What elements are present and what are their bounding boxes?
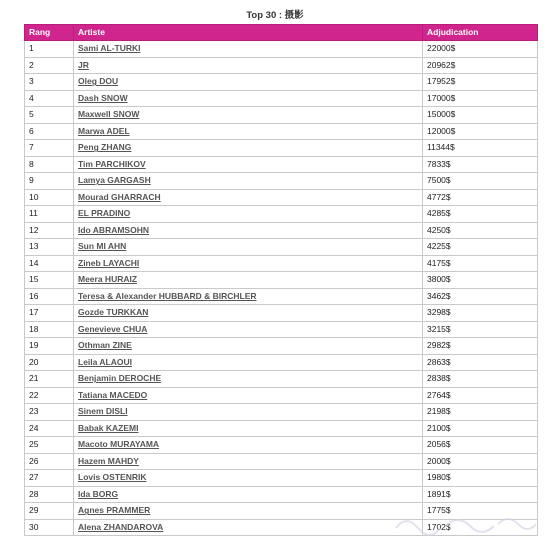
- table-row: [25, 239, 538, 256]
- artist-cell: [74, 321, 423, 338]
- price-cell: 1891$: [423, 486, 538, 503]
- artist-cell: [74, 255, 423, 272]
- artist-cell: [74, 470, 423, 487]
- artist-cell: [74, 486, 423, 503]
- table-row: [25, 57, 538, 74]
- artist-link[interactable]: Othman ZINE: [78, 340, 132, 351]
- artist-link[interactable]: Dash SNOW: [78, 92, 128, 103]
- rank-cell: 29: [25, 503, 74, 520]
- table-row: [25, 156, 538, 173]
- price-cell: 1702$: [423, 519, 538, 536]
- table-row: [25, 90, 538, 107]
- artist-cell: [74, 123, 423, 140]
- artist-link[interactable]: Lovis OSTENRIK: [78, 472, 147, 483]
- table-row: [25, 470, 538, 487]
- artist-link[interactable]: Oleg DOU: [78, 76, 119, 87]
- artist-link[interactable]: Sun MI AHN: [78, 241, 127, 252]
- price-cell: 2982$: [423, 338, 538, 355]
- artist-cell: [74, 239, 423, 256]
- rank-cell: 26: [25, 453, 74, 470]
- artist-link[interactable]: Benjamin DEROCHE: [78, 373, 162, 384]
- artist-cell: [74, 305, 423, 322]
- price-cell: 12000$: [423, 123, 538, 140]
- table-row: [25, 189, 538, 206]
- artist-link[interactable]: Marwa ADEL: [78, 125, 130, 136]
- rank-cell: 7: [25, 140, 74, 157]
- rank-cell: 19: [25, 338, 74, 355]
- artist-cell: [74, 338, 423, 355]
- table-row: [25, 519, 538, 536]
- rank-cell: 2: [25, 57, 74, 74]
- table-row: [25, 305, 538, 322]
- price-cell: 2198$: [423, 404, 538, 421]
- rank-cell: 21: [25, 371, 74, 388]
- table-row: [25, 173, 538, 190]
- price-cell: 3462$: [423, 288, 538, 305]
- table-row: [25, 123, 538, 140]
- header-artist: Artiste: [74, 25, 423, 41]
- rank-cell: 15: [25, 272, 74, 289]
- artist-link[interactable]: Babak KAZEMI: [78, 422, 139, 433]
- table-row: [25, 387, 538, 404]
- table-row: [25, 206, 538, 223]
- rank-cell: 20: [25, 354, 74, 371]
- artist-link[interactable]: Ida BORG: [78, 488, 119, 499]
- table-row: [25, 354, 538, 371]
- price-cell: 4772$: [423, 189, 538, 206]
- rank-cell: 16: [25, 288, 74, 305]
- artist-cell: [74, 90, 423, 107]
- rank-cell: 10: [25, 189, 74, 206]
- price-cell: 15000$: [423, 107, 538, 124]
- price-cell: 3215$: [423, 321, 538, 338]
- price-cell: 2056$: [423, 437, 538, 454]
- price-cell: 20962$: [423, 57, 538, 74]
- artist-cell: [74, 420, 423, 437]
- artist-link[interactable]: Zineb LAYACHI: [78, 257, 140, 268]
- price-cell: 4250$: [423, 222, 538, 239]
- rank-cell: 14: [25, 255, 74, 272]
- price-cell: 11344$: [423, 140, 538, 157]
- price-cell: 4285$: [423, 206, 538, 223]
- artist-link[interactable]: Maxwell SNOW: [78, 109, 140, 120]
- artist-link[interactable]: Gozde TURKKAN: [78, 307, 149, 318]
- table-header: [25, 25, 538, 41]
- header-row: [25, 25, 538, 41]
- table-row: [25, 255, 538, 272]
- artist-link[interactable]: Meera HURAIZ: [78, 274, 138, 285]
- artist-cell: [74, 354, 423, 371]
- price-cell: 7500$: [423, 173, 538, 190]
- artist-cell: [74, 173, 423, 190]
- artist-link[interactable]: Hazem MAHDY: [78, 455, 139, 466]
- artist-link[interactable]: Macoto MURAYAMA: [78, 439, 160, 450]
- artist-link[interactable]: Mourad GHARRACH: [78, 191, 161, 202]
- artist-link[interactable]: Tatiana MACEDO: [78, 389, 148, 400]
- table-row: [25, 107, 538, 124]
- table-row: [25, 272, 538, 289]
- artist-cell: [74, 404, 423, 421]
- artist-link[interactable]: JR: [78, 59, 89, 70]
- rank-cell: 3: [25, 74, 74, 91]
- rank-cell: 6: [25, 123, 74, 140]
- artist-cell: [74, 156, 423, 173]
- artist-cell: [74, 288, 423, 305]
- page-title: Top 30 : 摄影: [246, 10, 304, 21]
- artist-cell: [74, 371, 423, 388]
- table-row: [25, 486, 538, 503]
- rank-cell: 12: [25, 222, 74, 239]
- rank-cell: 8: [25, 156, 74, 173]
- artist-cell: [74, 107, 423, 124]
- table-row: [25, 503, 538, 520]
- table-row: [25, 140, 538, 157]
- artist-link[interactable]: Genevieve CHUA: [78, 323, 148, 334]
- rank-cell: 25: [25, 437, 74, 454]
- table-row: [25, 371, 538, 388]
- rank-cell: 4: [25, 90, 74, 107]
- rank-cell: 17: [25, 305, 74, 322]
- table-body: [25, 41, 538, 536]
- results-table: [24, 24, 538, 536]
- rank-cell: 27: [25, 470, 74, 487]
- artist-cell: [74, 140, 423, 157]
- price-cell: 3298$: [423, 305, 538, 322]
- artist-cell: [74, 57, 423, 74]
- artist-cell: [74, 272, 423, 289]
- artist-cell: [74, 189, 423, 206]
- rank-cell: 9: [25, 173, 74, 190]
- rank-cell: 24: [25, 420, 74, 437]
- artist-link[interactable]: Ido ABRAMSOHN: [78, 224, 149, 235]
- table-row: [25, 437, 538, 454]
- price-cell: 17000$: [423, 90, 538, 107]
- price-cell: 2100$: [423, 420, 538, 437]
- rank-cell: 18: [25, 321, 74, 338]
- rank-cell: 23: [25, 404, 74, 421]
- table-row: [25, 420, 538, 437]
- table-row: [25, 41, 538, 58]
- table-row: [25, 453, 538, 470]
- price-cell: 4225$: [423, 239, 538, 256]
- price-cell: 22000$: [423, 41, 538, 58]
- artist-link[interactable]: Leila ALAOUI: [78, 356, 132, 367]
- price-cell: 17952$: [423, 74, 538, 91]
- price-cell: 1775$: [423, 503, 538, 520]
- artist-link[interactable]: Sami AL-TURKI: [78, 43, 141, 54]
- rank-cell: 5: [25, 107, 74, 124]
- rank-cell: 22: [25, 387, 74, 404]
- artist-link[interactable]: Sinem DISLI: [78, 406, 128, 417]
- rank-cell: 11: [25, 206, 74, 223]
- artist-cell: [74, 41, 423, 58]
- artist-cell: [74, 222, 423, 239]
- price-cell: 2863$: [423, 354, 538, 371]
- table-row: [25, 222, 538, 239]
- artist-cell: [74, 453, 423, 470]
- artist-link[interactable]: EL PRADINO: [78, 208, 131, 219]
- artist-link[interactable]: Peng ZHANG: [78, 142, 132, 153]
- artist-cell: [74, 519, 423, 536]
- price-cell: 4175$: [423, 255, 538, 272]
- price-cell: 2000$: [423, 453, 538, 470]
- artist-cell: [74, 503, 423, 520]
- header-price: Adjudication: [423, 25, 538, 41]
- artist-cell: [74, 74, 423, 91]
- artist-cell: [74, 206, 423, 223]
- artist-link[interactable]: Teresa & Alexander HUBBARD & BIRCHLER: [78, 290, 257, 301]
- table-row: [25, 404, 538, 421]
- rank-cell: 1: [25, 41, 74, 58]
- price-cell: 1980$: [423, 470, 538, 487]
- table-row: [25, 74, 538, 91]
- price-cell: 3800$: [423, 272, 538, 289]
- price-cell: 2764$: [423, 387, 538, 404]
- rank-cell: 28: [25, 486, 74, 503]
- artist-link[interactable]: Agnes PRAMMER: [78, 505, 151, 516]
- table-row: [25, 321, 538, 338]
- artist-link[interactable]: Tim PARCHIKOV: [78, 158, 146, 169]
- table-row: [25, 338, 538, 355]
- artist-cell: [74, 437, 423, 454]
- artist-cell: [74, 387, 423, 404]
- header-rank: Rang: [25, 25, 74, 41]
- price-cell: 7833$: [423, 156, 538, 173]
- rank-cell: 13: [25, 239, 74, 256]
- table-row: [25, 288, 538, 305]
- price-cell: 2838$: [423, 371, 538, 388]
- rank-cell: 30: [25, 519, 74, 536]
- artist-link[interactable]: Lamya GARGASH: [78, 175, 151, 186]
- artist-link[interactable]: Alena ZHANDAROVA: [78, 521, 164, 532]
